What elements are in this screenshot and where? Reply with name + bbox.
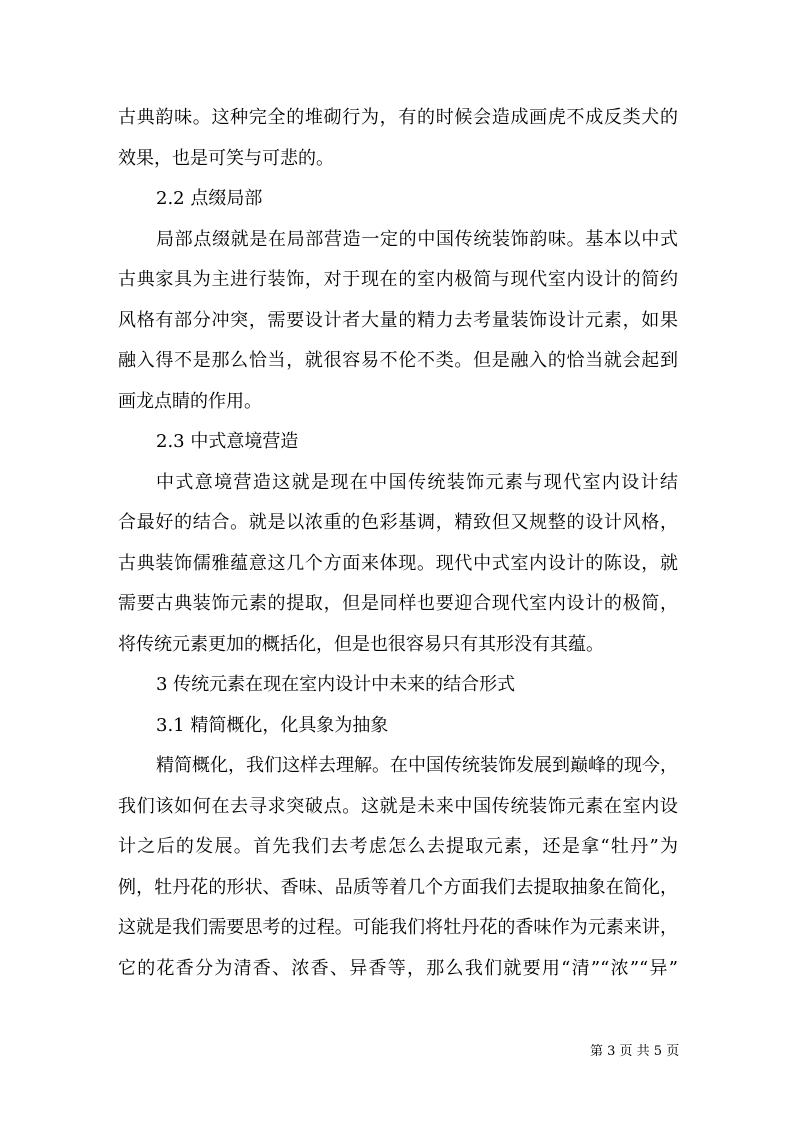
paragraph-line: 例，牡丹花的形状、香味、品质等着几个方面我们去提取抽象在简化， [118, 876, 678, 898]
paragraph-line: 古典装饰儒雅蕴意这几个方面来体现。现代中式室内设计的陈设，就 [118, 552, 678, 574]
section-heading: 2.3 中式意境营造 [156, 431, 299, 452]
document-body [118, 98, 678, 989]
paragraph-line: 它的花香分为清香、浓香、异香等，那么我们就要用“清”“浓”“异” [118, 957, 678, 979]
paragraph-line: 这就是我们需要思考的过程。可能我们将牡丹花的香味作为元素来讲， [118, 917, 678, 938]
section-heading: 3 传统元素在现在室内设计中未来的结合形式 [156, 674, 516, 695]
paragraph-line: 画龙点睛的作用。 [118, 390, 262, 412]
subsection-heading: 3.1 精简概化，化具象为抽象 [156, 714, 389, 736]
paragraph-line: 中式意境营造这就是现在中国传统装饰元素与现代室内设计结 [156, 471, 678, 493]
paragraph-line: 融入得不是那么恰当，就很容易不伦不类。但是融入的恰当就会起到 [118, 350, 678, 371]
paragraph-line: 古典家具为主进行装饰，对于现在的室内极简与现代室内设计的简约 [118, 269, 678, 290]
paragraph-line: 需要古典装饰元素的提取，但是同样也要迎合现代室内设计的极简， [118, 593, 678, 614]
paragraph-line: 将传统元素更加的概括化，但是也很容易只有其形没有其蕴。 [118, 633, 604, 655]
paragraph-line: 计之后的发展。首先我们去考虑怎么去提取元素，还是拿“牡丹”为 [118, 836, 678, 857]
paragraph-line: 精简概化，我们这样去理解。在中国传统装饰发展到巅峰的现今， [156, 755, 678, 776]
paragraph-line: 风格有部分冲突，需要设计者大量的精力去考量装饰设计元素，如果 [118, 309, 678, 331]
paragraph-line: 古典韵味。这种完全的堆砌行为，有的时候会造成画虎不成反类犬的 [118, 107, 678, 128]
section-heading: 2.2 点缀局部 [156, 188, 263, 209]
paragraph-line: 我们该如何在去寻求突破点。这就是未来中国传统装饰元素在室内设 [118, 795, 678, 817]
paragraph-line: 合最好的结合。就是以浓重的色彩基调，精致但又规整的设计风格， [118, 512, 678, 533]
paragraph-line: 局部点缀就是在局部营造一定的中国传统装饰韵味。基本以中式 [156, 228, 678, 250]
paragraph-line: 效果，也是可笑与可悲的。 [118, 147, 334, 169]
page-number-footer: 第 3 页 共 5 页 [590, 1044, 680, 1059]
